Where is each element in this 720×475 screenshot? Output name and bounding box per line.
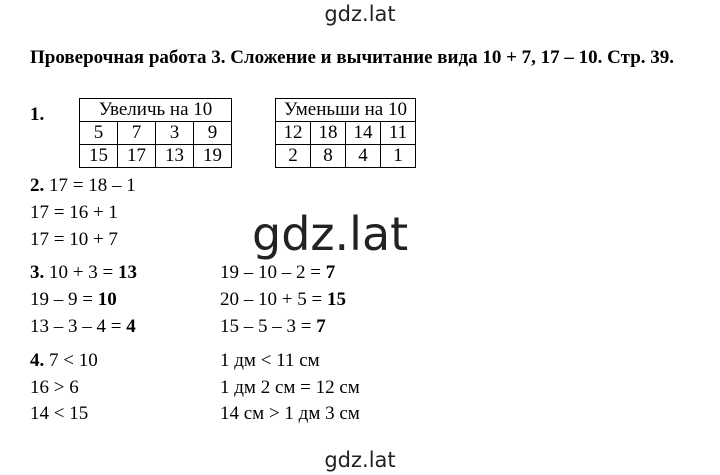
task-3-right-2 xyxy=(220,289,346,311)
watermark-bottom: gdz.lat xyxy=(324,448,396,472)
comparison-text: 7 < 10 xyxy=(49,350,98,371)
table-decrease-by-10 xyxy=(275,98,416,168)
task-4-left-1 xyxy=(30,350,98,372)
expression-text: 10 + 3 = xyxy=(49,262,118,283)
table-cell: 7 xyxy=(118,122,156,145)
answer-text: 10 xyxy=(97,289,117,310)
expression-text: 19 – 9 = xyxy=(30,289,98,310)
answer-text: 7 xyxy=(325,262,336,283)
table-cell: 3 xyxy=(156,122,194,145)
task-2-line-3: 17 = 10 + 7 xyxy=(30,229,118,250)
task-4-right-1: 1 дм < 11 см xyxy=(220,350,320,371)
answer-text: 4 xyxy=(126,316,136,337)
answer-text: 13 xyxy=(117,262,137,283)
task-1-number: 1. xyxy=(30,104,45,125)
watermark-center: gdz.lat xyxy=(252,207,409,261)
answer-text: 7 xyxy=(316,316,326,337)
table-cell: 13 xyxy=(156,145,194,168)
table-cell: 14 xyxy=(346,122,381,145)
task-3-left-1 xyxy=(30,262,137,284)
table-cell: 19 xyxy=(194,145,232,168)
task-4-right-2: 1 дм 2 см = 12 см xyxy=(220,377,360,398)
task-2-line-2: 17 = 16 + 1 xyxy=(30,202,118,223)
table-cell: 15 xyxy=(80,145,118,168)
worksheet-title: Проверочная работа 3. Сложение и вычитание вида 10 + 7, 17 – 10. Стр. 39. xyxy=(30,47,675,68)
task-4-number: 4. xyxy=(30,350,45,371)
expression-text: 15 – 5 – 3 = xyxy=(220,316,317,337)
table-cell: 11 xyxy=(381,122,416,145)
task-4-right-3: 14 см > 1 дм 3 см xyxy=(220,403,360,424)
task-3-right-1 xyxy=(220,262,335,284)
table-cell: 1 xyxy=(381,145,416,168)
table-cell: 2 xyxy=(276,145,311,168)
table-increase-header: Увеличь на 10 xyxy=(80,99,232,122)
table-decrease-header: Уменьши на 10 xyxy=(276,99,416,122)
watermark-top: gdz.lat xyxy=(324,2,396,26)
expression-text: 20 – 10 + 5 = xyxy=(220,289,327,310)
task-4-left-3: 14 < 15 xyxy=(30,403,89,424)
task-3-left-2 xyxy=(30,289,117,311)
task-2-line-1 xyxy=(30,175,136,197)
table-cell: 12 xyxy=(276,122,311,145)
task-3-right-3 xyxy=(220,316,326,338)
task-2-number: 2. xyxy=(30,175,45,196)
answer-text: 15 xyxy=(326,289,346,310)
equation-text: 17 = 18 – 1 xyxy=(49,175,136,196)
table-cell: 17 xyxy=(118,145,156,168)
expression-text: 19 – 10 – 2 = xyxy=(220,262,326,283)
expression-text: 13 – 3 – 4 = xyxy=(30,316,127,337)
table-cell: 9 xyxy=(194,122,232,145)
table-increase-by-10 xyxy=(79,98,232,168)
task-3-number: 3. xyxy=(30,262,45,283)
table-cell: 8 xyxy=(311,145,346,168)
table-cell: 18 xyxy=(311,122,346,145)
table-cell: 5 xyxy=(80,122,118,145)
task-3-left-3 xyxy=(30,316,136,338)
table-cell: 4 xyxy=(346,145,381,168)
task-4-left-2: 16 > 6 xyxy=(30,377,79,398)
